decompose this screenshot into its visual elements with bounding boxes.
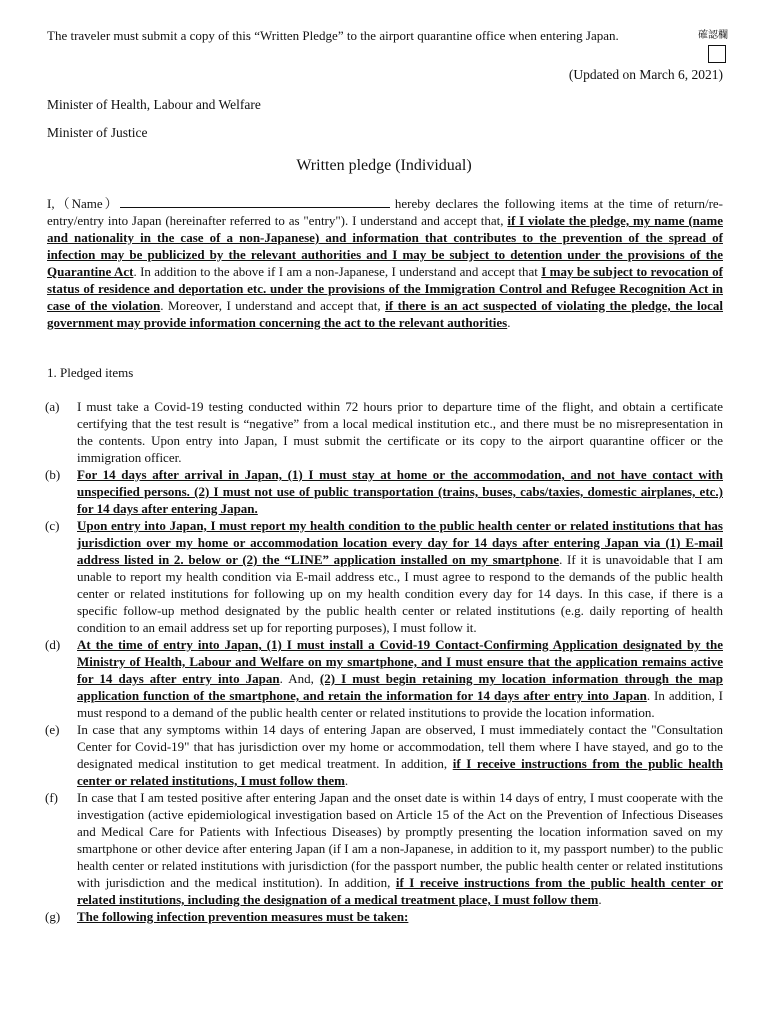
header-note: The traveler must submit a copy of this “Written Pledge” to the airport quarantine office when entering Japan.: [47, 28, 619, 43]
confirm-label: 確認欄: [698, 30, 728, 41]
item-marker: (a): [45, 399, 60, 414]
list-item: (g) The following infection prevention measures must be taken:: [45, 909, 409, 924]
item-marker: (e): [45, 722, 60, 737]
document-title: Written pledge (Individual): [296, 157, 472, 174]
minister-health: Minister of Health, Labour and Welfare: [47, 97, 261, 112]
pledged-items-list: [45, 398, 723, 925]
item-marker: (b): [45, 467, 61, 482]
updated-date: (Updated on March 6, 2021): [568, 67, 723, 82]
minister-justice: Minister of Justice: [47, 125, 148, 140]
item-marker: (f): [45, 790, 58, 805]
confirm-checkbox[interactable]: [708, 45, 726, 63]
intro-paragraph: I,（Name） hereby declares the following items at the time of return/re-entry/entry into Japan (hereinafter referred to as "entry"). I understand and accept that, if I violate the pledge, my name (name and nationality in the case of a non-Japanese) and information that contributes to the prevention of the spread of infection may be publicized by the relevant authorities and I may be subject to detention under the provisions of the Quarantine Act. In addition to the above if I am a non-Japanese, I understand and accept that I may be subject to revocation of status of residence and deportation etc. under the provisions of the Immigration Control and Refugee Recognition Act in case of the violation. Moreover, I understand and accept that, if there is an act suspected of violating the pledge, the local government may provide information concerning the act to the relevant authorities.: [47, 196, 724, 330]
name-field[interactable]: [120, 194, 390, 208]
list-item: (a) I must take a Covid-19 testing conducted within 72 hours prior to departure time of the flight, and obtain a certificate certifying that the test result is “negative” from a local medical institution etc., and there must be no misrepresentation in the contents. Upon entry into Japan, I must submit the certificate or its copy to the airport quarantine officer or the immigration officer.: [45, 399, 723, 465]
list-item: (f) In case that I am tested positive after entering Japan and the onset date is within 14 days of entry, I must cooperate with the investigation (active epidemiological investigation based on Article 15 of the Act on the Prevention of Infectious Diseases and Medical Care for Patients with Infectious Diseases) by promptly presenting the location information saved on my smartphone or other device after entering Japan (if I am a non-Japanese, in addition to it, my passport number) to the public health center or related institutions with jurisdiction (for the passport number, the public health center or related institutions with jurisdiction and the medical institution). In addition, if I receive instructions from the public health center or related institutions, including the designation of a medical treatment place, I must follow them.: [45, 790, 723, 907]
item-marker: (c): [45, 518, 60, 533]
item-marker: (d): [45, 637, 61, 652]
section-heading: 1. Pledged items: [47, 365, 134, 380]
name-label: I,（Name）: [47, 196, 120, 211]
item-marker: (g): [45, 909, 61, 924]
list-item: (b) For 14 days after arrival in Japan, (1) I must stay at home or the accommodation, and not have contact with unspecified persons. (2) I must not use of public transportation (trains, buses, cabs/taxies, domestic airplanes, etc.) for 14 days after entering Japan.: [45, 467, 723, 516]
list-item: (c) Upon entry into Japan, I must report my health condition to the public health center or related institutions that has jurisdiction over my home or accommodation location every day for 14 days after entering Japan via (1) E-mail address listed in 2. below or (2) the “LINE” application installed on my smartphone. If it is unavoidable that I am unable to report my health condition via E-mail address etc., I must agree to respond to the demands of the public health center or related institutions for following up on my health condition every day for 14 days. In this case, if there is a specific follow-up method designated by the public health center or related institutions (e.g. daily reporting of health condition to an email address set up for reporting purposes), I must follow it.: [45, 518, 723, 635]
list-item: (e) In case that any symptoms within 14 days of entering Japan are observed, I must immediately contact the "Consultation Center for Covid-19" that has jurisdiction over my home or accommodation, tell them where I have stayed, and go to the designated medical institution to get medical treatment. In addition, if I receive instructions from the public health center or related institutions, I must follow them.: [45, 722, 723, 788]
list-item: (d) At the time of entry into Japan, (1) I must install a Covid-19 Contact-Confirming Application designated by the Ministry of Health, Labour and Welfare on my smartphone, and I must ensure that the application remains active for 14 days after entry into Japan. And, (2) I must begin retaining my location information through the map application function of the smartphone, and retain the information for 14 days after entry into Japan. In addition, I must respond to a demand of the public health center or related institutions to provide the location information.: [45, 637, 724, 720]
